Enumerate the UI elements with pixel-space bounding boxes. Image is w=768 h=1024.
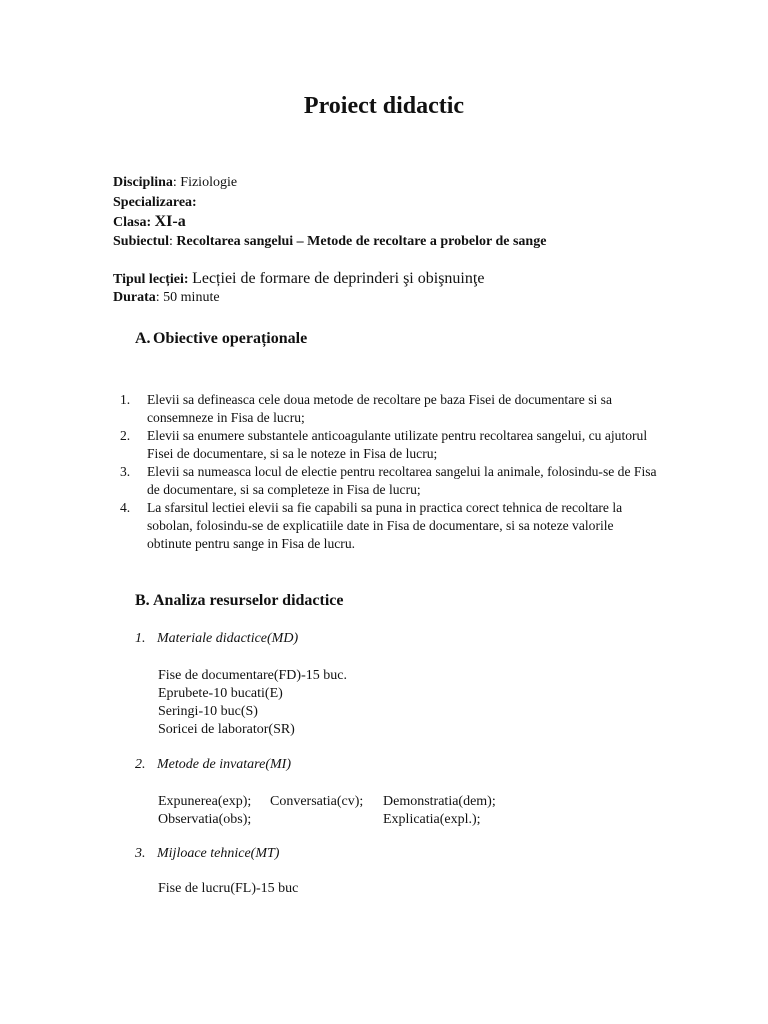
materiale-item: Eprubete-10 bucati(E)	[158, 686, 283, 701]
objective-number: 2.	[120, 428, 131, 443]
disciplina-label: Disciplina	[113, 175, 173, 190]
specializarea-line	[113, 194, 197, 212]
disciplina-value: : Fiziologie	[172, 175, 238, 190]
objective-number: 4.	[120, 500, 131, 515]
objective-text: La sfarsitul lectiei elevii sa fie capabili sa puna in practica corect tehnica de recoltare la sobolan, folosindu-se de explicatiile date in Fisa de documentare, si sa noteze valorile obtinute pentru sange in Fisa de lucru.	[147, 500, 623, 551]
objective-item	[120, 499, 660, 553]
metode-item: Observatia(obs);	[158, 812, 252, 827]
tipul-lectiei-line	[113, 270, 484, 289]
mijloace-title: Mijloace tehnice(MT)	[157, 846, 280, 861]
metode-number: 2.	[135, 757, 146, 772]
section-a-heading	[135, 330, 307, 348]
metode-item: Conversatia(cv);	[270, 794, 364, 809]
metode-item: Expunerea(exp);	[158, 794, 252, 809]
subiectul-sep: :	[169, 234, 177, 249]
objective-text: Elevii sa numeasca locul de electie pentru recoltarea sangelui la animale, folosindu-se de Fisa de documentare, si sa completeze in Fisa de lucru;	[147, 464, 657, 497]
mijloace-number: 3.	[135, 846, 146, 861]
subiectul-label: Subiectul	[113, 234, 170, 249]
materiale-item: Soricei de laborator(SR)	[158, 722, 295, 737]
disciplina-line	[113, 174, 237, 192]
materiale-item: Seringi-10 buc(S)	[158, 704, 258, 719]
mijloace-item: Fise de lucru(FL)-15 buc	[158, 881, 299, 896]
materiale-number: 1.	[135, 631, 146, 646]
objective-number: 1.	[120, 392, 131, 407]
materiale-item: Fise de documentare(FD)-15 buc.	[158, 668, 347, 683]
durata-label: Durata	[113, 290, 156, 305]
durata-value: : 50 minute	[155, 290, 220, 305]
clasa-value: XI-a	[154, 213, 186, 230]
metode-heading	[135, 757, 291, 773]
tipul-value: Lecției de formare de deprinderi şi obişnuinţe	[192, 270, 485, 287]
section-a-letter: A.	[135, 330, 151, 347]
clasa-label: Clasa:	[113, 215, 155, 230]
durata-line	[113, 289, 220, 307]
metode-item: Explicatia(expl.);	[383, 812, 481, 827]
mijloace-heading	[135, 846, 279, 862]
specializarea-label: Specializarea:	[113, 195, 197, 210]
materiale-title: Materiale didactice(MD)	[157, 631, 299, 646]
clasa-line	[113, 213, 186, 232]
section-a-title: Obiective operaționale	[153, 330, 308, 347]
objective-item	[120, 463, 660, 499]
subiectul-line	[113, 233, 546, 251]
section-b-title: Analiza resurselor didactice	[153, 592, 344, 609]
page-title: Proiect didactic	[303, 93, 465, 119]
metode-item: Demonstratia(dem);	[383, 794, 496, 809]
subiectul-value: Recoltarea sangelui – Metode de recoltare a probelor de sange	[176, 234, 547, 249]
metode-title: Metode de invatare(MI)	[157, 757, 291, 772]
tipul-label: Tipul lecției:	[113, 272, 193, 287]
objective-text: Elevii sa enumere substantele anticoagulante utilizate pentru recoltarea sangelui, cu ajutorul Fisei de documentare, si sa le noteze in Fisa de lucru;	[147, 428, 648, 461]
objective-text: Elevii sa defineasca cele doua metode de recoltare pe baza Fisei de documentare si sa consemneze in Fisa de lucru;	[147, 392, 612, 425]
materiale-heading	[135, 631, 298, 647]
objective-item	[120, 427, 660, 463]
section-b-heading	[135, 592, 344, 610]
objective-number: 3.	[120, 464, 131, 479]
objective-item	[120, 391, 660, 427]
section-b-letter: B.	[135, 592, 150, 609]
